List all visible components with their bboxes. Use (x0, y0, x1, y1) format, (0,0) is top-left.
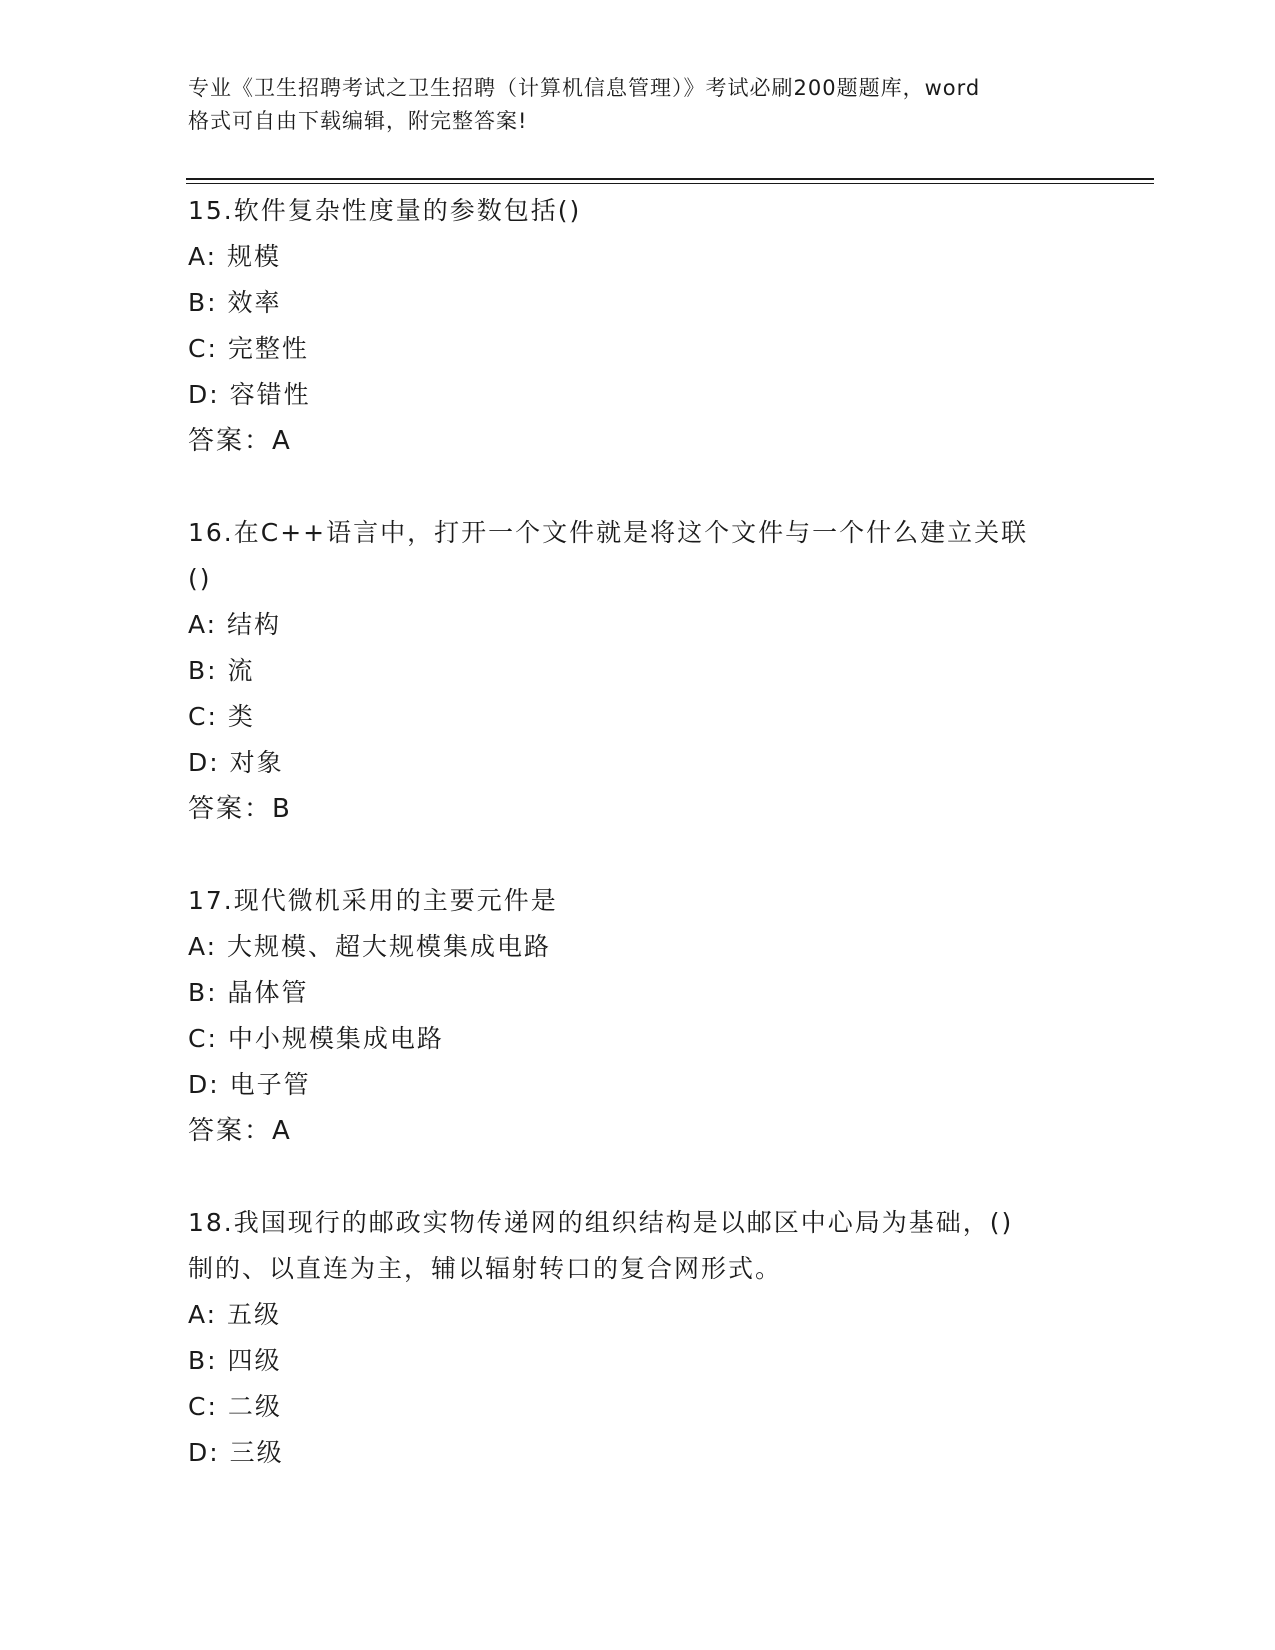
document-header (188, 72, 1088, 138)
question-text-line-2: 制的、以直连为主，辅以辐射转口的复合网形式。 (188, 1254, 783, 1283)
option-c: C: 二级 (188, 1392, 282, 1421)
question-18 (188, 1200, 1088, 1476)
question-text-line-1: 18.我国现行的邮政实物传递网的组织结构是以邮区中心局为基础，() (188, 1208, 1014, 1237)
option-d: D: 对象 (188, 748, 284, 777)
option-a: A: 规模 (188, 242, 282, 271)
option-a: A: 五级 (188, 1300, 282, 1329)
option-a: A: 结构 (188, 610, 282, 639)
option-a: A: 大规模、超大规模集成电路 (188, 932, 552, 961)
question-text-line-1: 16.在C++语言中，打开一个文件就是将这个文件与一个什么建立关联 (188, 518, 1029, 547)
option-b: B: 效率 (188, 288, 282, 317)
header-line-2: 格式可自由下载编辑，附完整答案! (188, 109, 528, 133)
option-b: B: 四级 (188, 1346, 282, 1375)
option-d: D: 三级 (188, 1438, 284, 1467)
header-divider-thin (186, 183, 1154, 184)
header-divider-thick (186, 178, 1154, 180)
answer: 答案：B (188, 794, 292, 824)
question-list (188, 188, 1088, 1476)
option-d: D: 容错性 (188, 380, 311, 409)
answer: 答案：A (188, 1116, 292, 1146)
question-text-line-2: () (188, 564, 212, 593)
question-text: 15.软件复杂性度量的参数包括() (188, 196, 582, 225)
option-d: D: 电子管 (188, 1070, 311, 1099)
option-b: B: 晶体管 (188, 978, 309, 1007)
answer: 答案：A (188, 426, 292, 456)
question-17 (188, 878, 1088, 1154)
question-15 (188, 188, 1088, 464)
option-b: B: 流 (188, 656, 255, 685)
question-text: 17.现代微机采用的主要元件是 (188, 886, 558, 915)
question-16 (188, 510, 1088, 832)
option-c: C: 完整性 (188, 334, 309, 363)
header-line-1: 专业《卫生招聘考试之卫生招聘（计算机信息管理）》考试必刷200题题库，word (188, 76, 981, 100)
option-c: C: 中小规模集成电路 (188, 1024, 444, 1053)
option-c: C: 类 (188, 702, 255, 731)
